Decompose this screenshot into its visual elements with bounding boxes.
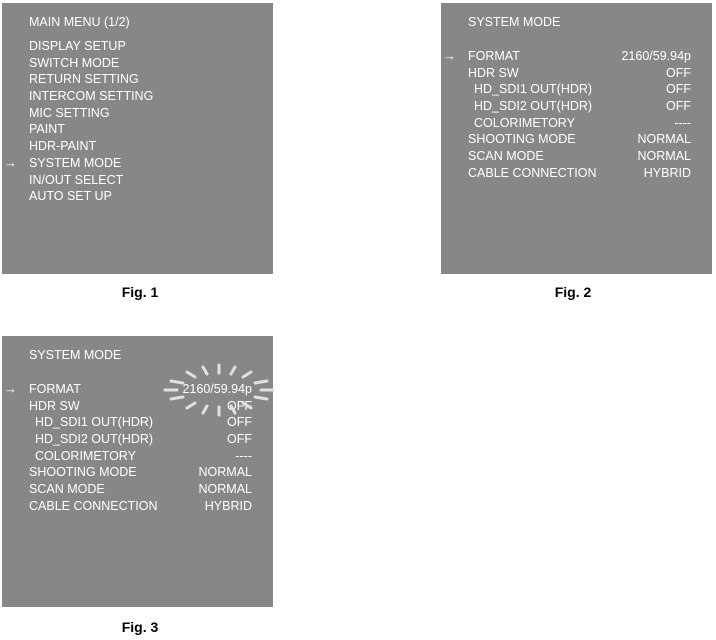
setting-row-hd-sdi2-out[interactable] — [29, 431, 252, 448]
setting-label: SHOOTING MODE — [29, 465, 137, 480]
setting-row-shooting-mode[interactable] — [468, 131, 691, 148]
setting-value: 2160/59.94p — [182, 382, 252, 396]
setting-value: NORMAL — [637, 149, 691, 164]
system-mode-panel — [441, 3, 712, 274]
setting-label: HDR SW — [468, 65, 519, 80]
menu-item-system-mode[interactable] — [4, 154, 153, 172]
menu-item-intercom-setting[interactable]: INTERCOM SETTING — [29, 89, 154, 104]
settings-list — [443, 48, 691, 182]
setting-label: HDR SW — [29, 398, 80, 413]
blinking-indicator-icon — [163, 359, 275, 419]
setting-row-hdr-sw[interactable] — [468, 65, 691, 82]
setting-label: FORMAT — [468, 49, 520, 63]
setting-value: ---- — [235, 448, 252, 463]
figure-caption-3: Fig. 3 — [121, 619, 159, 635]
setting-value: 2160/59.94p — [621, 49, 691, 63]
setting-row-hd-sdi2-out[interactable] — [468, 98, 691, 115]
figure-caption-2: Fig. 2 — [554, 284, 592, 300]
setting-label: SCAN MODE — [29, 482, 105, 497]
setting-value: OFF — [227, 415, 252, 430]
setting-value: NORMAL — [198, 482, 252, 497]
setting-label: SHOOTING MODE — [468, 132, 576, 147]
menu-title: SYSTEM MODE — [29, 348, 122, 362]
setting-row-colorimetory[interactable] — [29, 448, 252, 465]
setting-value: HYBRID — [643, 165, 691, 180]
setting-row-colorimetory[interactable] — [468, 115, 691, 132]
menu-item-label: SYSTEM MODE — [29, 155, 122, 170]
setting-value: OFF — [666, 65, 691, 80]
setting-value: OFF — [666, 99, 691, 114]
menu-item-mic-setting[interactable]: MIC SETTING — [29, 105, 110, 120]
menu-title: MAIN MENU (1/2) — [29, 15, 130, 29]
setting-label: HD_SDI2 OUT(HDR) — [35, 432, 154, 447]
setting-value: HYBRID — [204, 498, 252, 513]
system-mode-panel-blinking — [2, 336, 273, 607]
menu-list — [4, 38, 154, 205]
setting-value: OFF — [666, 82, 691, 97]
setting-label: HD_SDI1 OUT(HDR) — [35, 415, 154, 430]
setting-value: ---- — [674, 115, 691, 130]
menu-item-hdr-paint[interactable]: HDR-PAINT — [29, 139, 97, 154]
setting-row-format[interactable] — [443, 48, 691, 65]
setting-value: OFF — [227, 398, 252, 413]
setting-label: SCAN MODE — [468, 149, 544, 164]
setting-label: COLORIMETORY — [474, 115, 575, 130]
setting-value: NORMAL — [637, 132, 691, 147]
setting-row-hd-sdi1-out[interactable] — [468, 81, 691, 98]
setting-row-cable-connection[interactable] — [29, 498, 252, 515]
menu-item-in-out-select[interactable]: IN/OUT SELECT — [29, 172, 124, 187]
setting-row-shooting-mode[interactable] — [29, 464, 252, 481]
cursor-arrow-icon: → — [4, 154, 17, 170]
setting-label: FORMAT — [29, 382, 81, 396]
menu-item-switch-mode[interactable]: SWITCH MODE — [29, 55, 120, 70]
setting-label: CABLE CONNECTION — [29, 498, 158, 513]
setting-value: OFF — [227, 432, 252, 447]
figure-caption-1: Fig. 1 — [121, 284, 159, 300]
setting-value: NORMAL — [198, 465, 252, 480]
setting-row-cable-connection[interactable] — [468, 165, 691, 182]
main-menu-panel — [2, 3, 273, 274]
cursor-arrow-icon: → — [443, 48, 456, 63]
setting-label: COLORIMETORY — [35, 448, 136, 463]
menu-title: SYSTEM MODE — [468, 15, 561, 29]
setting-row-scan-mode[interactable] — [468, 148, 691, 165]
setting-label: HD_SDI2 OUT(HDR) — [474, 99, 593, 114]
setting-label: CABLE CONNECTION — [468, 165, 597, 180]
setting-row-scan-mode[interactable] — [29, 481, 252, 498]
cursor-arrow-icon: → — [4, 381, 17, 396]
menu-item-auto-set-up[interactable]: AUTO SET UP — [29, 189, 112, 204]
setting-label: HD_SDI1 OUT(HDR) — [474, 82, 593, 97]
menu-item-paint[interactable]: PAINT — [29, 122, 65, 137]
menu-item-display-setup[interactable]: DISPLAY SETUP — [29, 39, 126, 53]
menu-item-return-setting[interactable]: RETURN SETTING — [29, 72, 139, 87]
